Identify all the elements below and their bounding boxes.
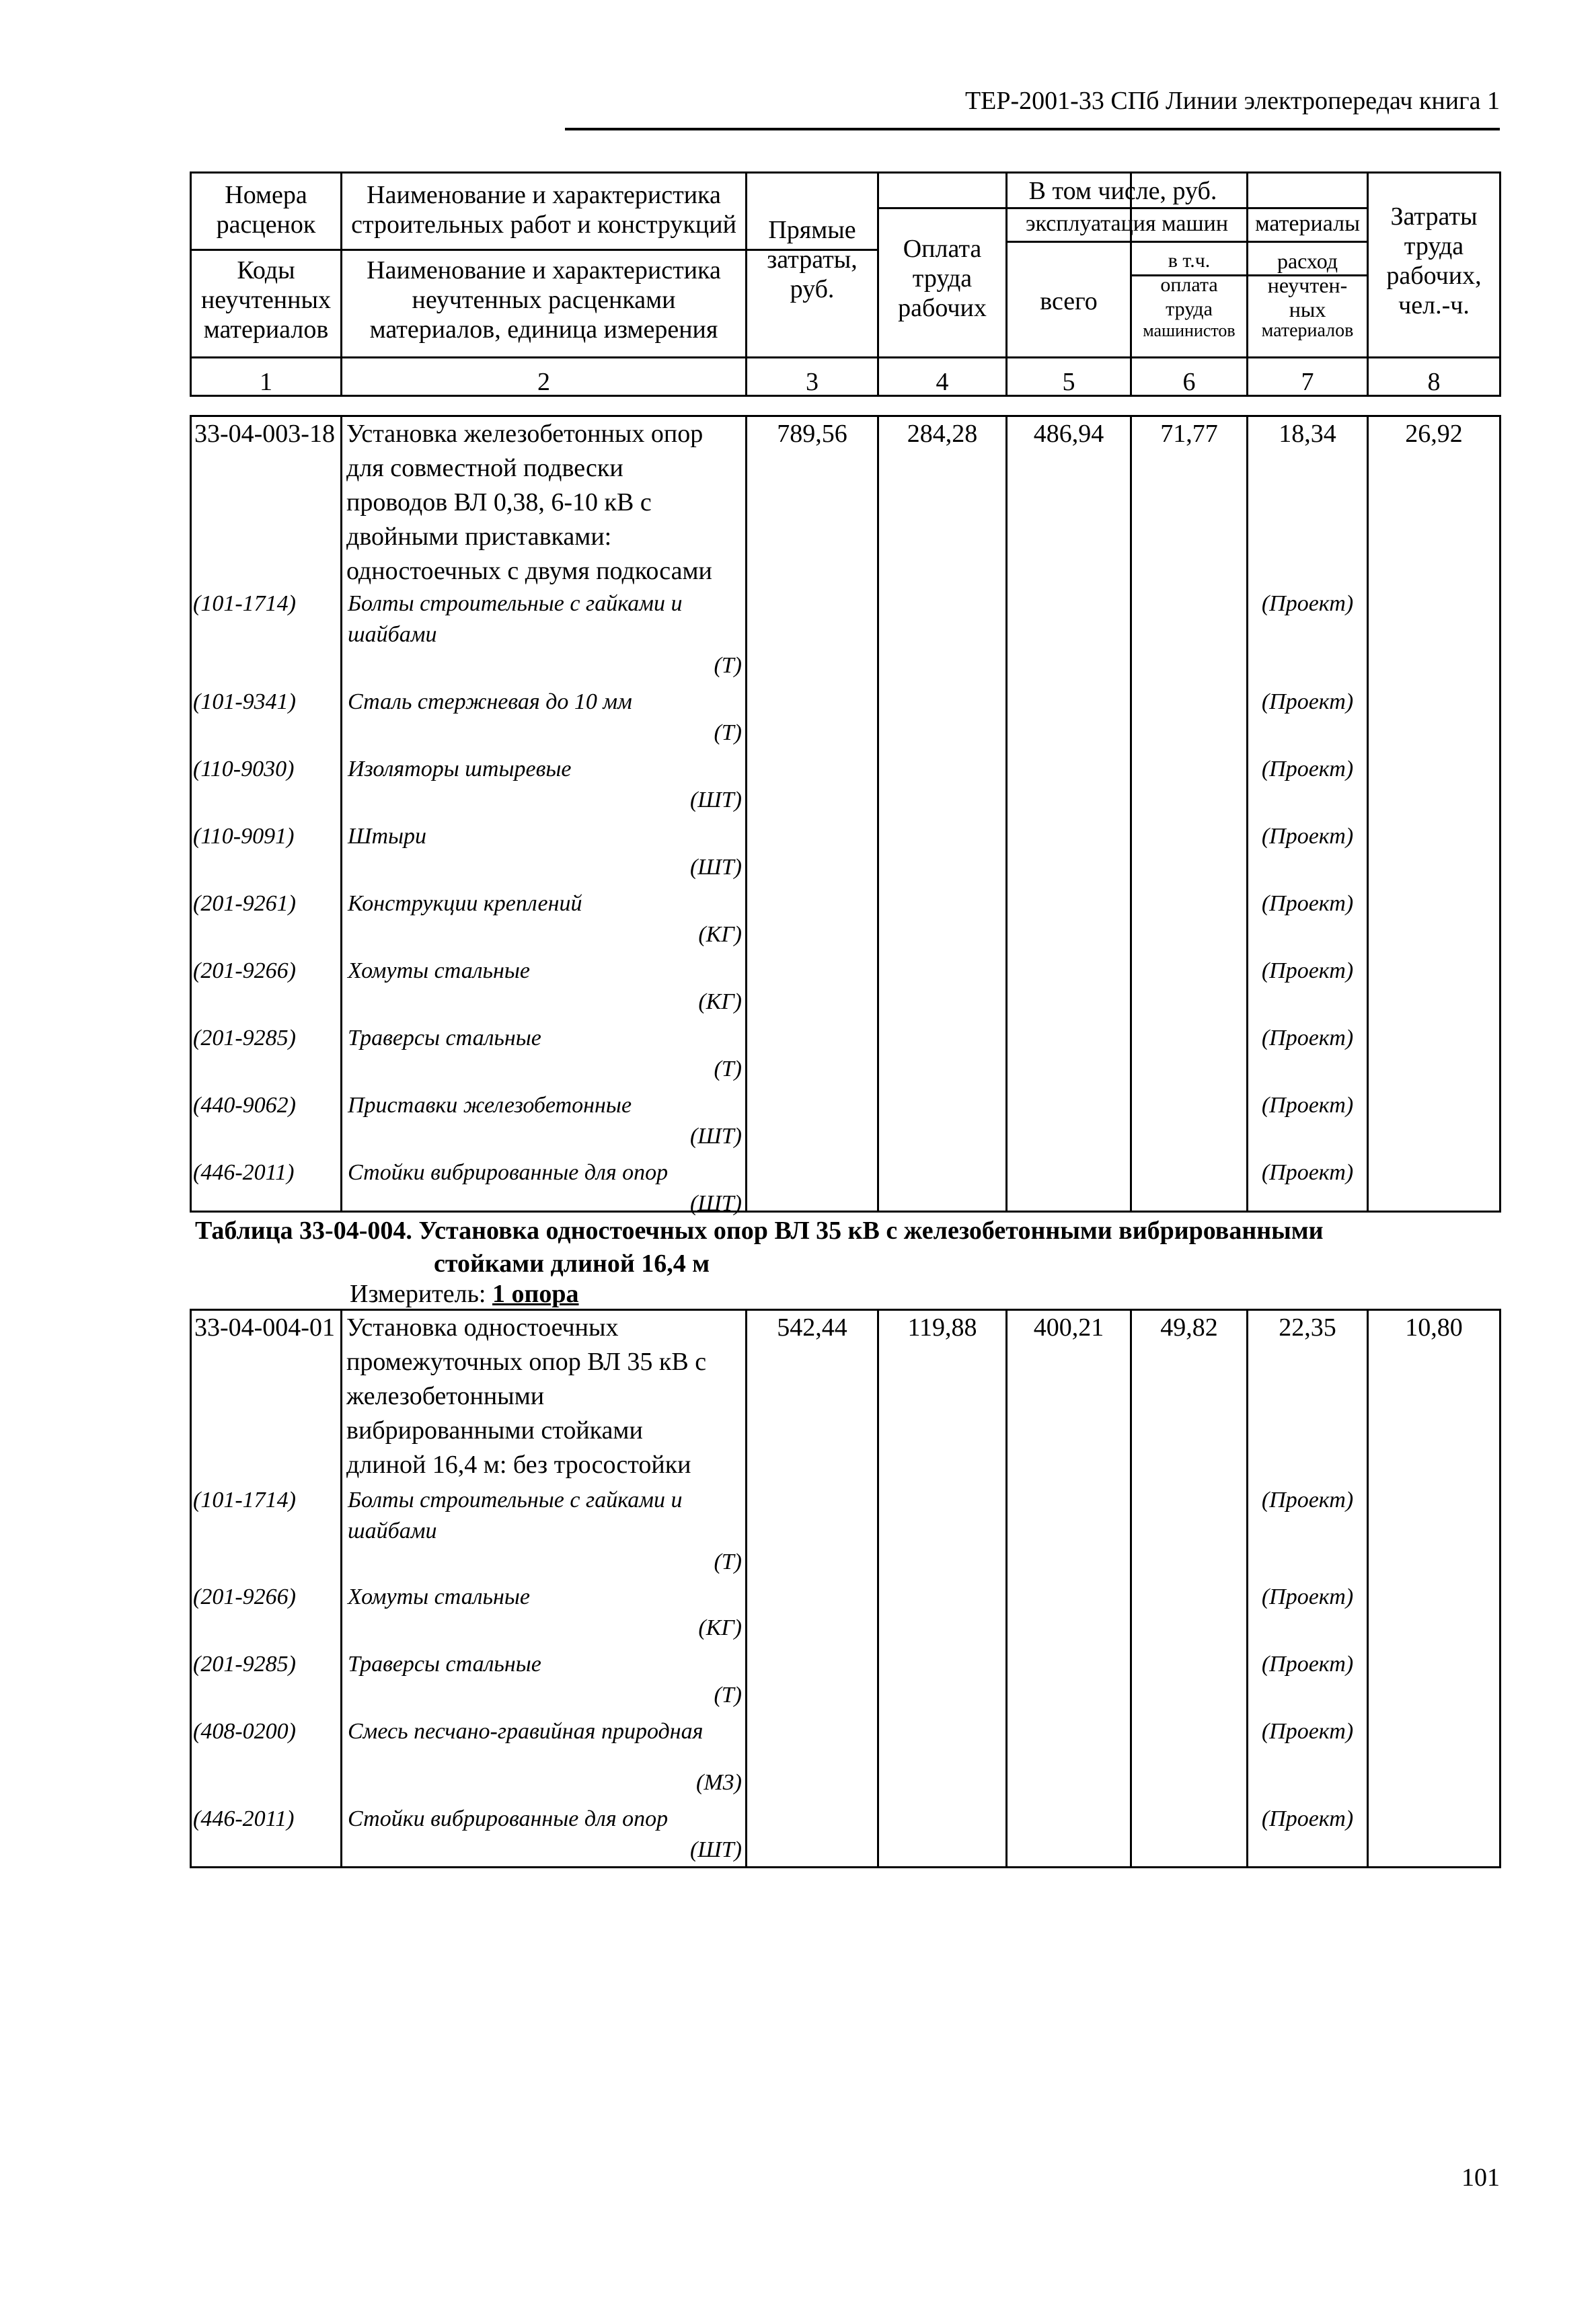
material-unit: (КГ): [698, 989, 742, 1014]
labor-pay-value: 119,88: [907, 1313, 977, 1342]
material-project-label: (Проект): [1261, 1160, 1354, 1185]
material-name: Стойки вибрированные для опор: [348, 1806, 669, 1831]
rate-code: 33-04-003-18: [194, 420, 335, 448]
material-project-label: (Проект): [1261, 1806, 1354, 1831]
material-unit: (КГ): [698, 1615, 742, 1640]
material-code: (408-0200): [193, 1719, 296, 1744]
col5-header: всего: [1040, 287, 1098, 315]
table2-title-line1: Таблица 33-04-004. Установка одностоечных опор ВЛ 35 кВ с железобетонными вибрированными: [195, 1217, 1324, 1245]
direct-costs-value: 789,56: [777, 420, 847, 448]
material-name: Болты строительные с гайками и: [348, 1488, 683, 1512]
materials-value: 18,34: [1279, 420, 1336, 448]
rates-table-33-04-004: 33-04-004-01 Установка одностоечных промежуточных опор ВЛ 35 кВ с железобетонными вибрированными стойками длиной 16,4 м: без тросостойки 542,44 119,88 400,21 49,82 22,35 10,80 (101-1714) Болты строительные с гайками и шайбами (Т) (Проект) (201-9266) Хомуты стальные (КГ) (Проект) (201-9285) Траверсы стальные (Т) (Проект) (408-0200) Смесь песчано-гравийная природная (М3) (Проект) (446-2011) Стойки вибрированные для опор (ШТ) (Проект): [190, 1309, 1501, 1868]
material-project-label: (Проект): [1261, 1652, 1354, 1677]
material-code: (201-9266): [193, 1584, 296, 1609]
material-name: Траверсы стальные: [348, 1026, 541, 1050]
material-project-label: (Проект): [1261, 1719, 1354, 1744]
material-name: Изоляторы штыревые: [348, 757, 572, 781]
col-number-8: 8: [1427, 368, 1441, 396]
material-name: Конструкции креплений: [348, 891, 582, 916]
materials-value: 22,35: [1279, 1313, 1336, 1342]
direct-costs-value: 542,44: [777, 1313, 847, 1342]
machines-total-value: 400,21: [1033, 1313, 1104, 1342]
col-number-3: 3: [806, 368, 819, 396]
col1-bottom: Коды неучтенных материалов: [200, 256, 332, 344]
material-code: (446-2011): [193, 1160, 295, 1185]
material-unit: (ШТ): [689, 788, 742, 812]
group-label: В том числе, руб.: [1028, 177, 1217, 205]
col2-bottom: Наименование и характеристика неучтенных расценками материалов, единица измерения: [367, 256, 721, 344]
labor-hours-value: 26,92: [1405, 420, 1463, 448]
material-code: (101-1714): [193, 591, 296, 616]
material-name: Траверсы стальные: [348, 1652, 541, 1677]
col2-top: Наименование и характеристика строительных работ и конструкций: [351, 181, 736, 239]
col1-top: Номера расценок: [216, 181, 316, 239]
labor-hours-value: 10,80: [1405, 1313, 1463, 1342]
material-project-label: (Проект): [1261, 757, 1354, 781]
material-name: Штыри: [348, 824, 427, 849]
col-number-2: 2: [537, 368, 550, 396]
rates-table-33-04-003: 33-04-003-18 Установка железобетонных опор для совместной подвески проводов ВЛ 0,38, 6-10 кВ с двойными приставками: одностоечных с двумя подкосами 789,56 284,28 486,94 71,77 18,34 26,92 (101-1714) Болты строительные с гайками и шайбами (Т) (Проект) (101-9341) Сталь стержневая до 10 мм (Т) (Проект) (110-9030) Изоляторы штыревые (ШТ) (Проект) (110-9091) Штыри (ШТ) (Проект) (201-9261) Конструкции креплений (КГ) (Проект) (201-9266) Хомуты стальные (КГ) (Проект) (201-9285) Траверсы стальные (Т) (Проект) (440-9062) Приставки железобетонные (ШТ) (Проект) (446-2011) Стойки вибрированные для опор (ШТ) (Проект): [190, 415, 1501, 1213]
material-name: Приставки железобетонные: [348, 1093, 632, 1118]
material-project-label: (Проект): [1261, 1093, 1354, 1118]
material-code: (101-9341): [193, 689, 296, 714]
material-unit: (ШТ): [689, 1837, 742, 1862]
material-code: (201-9285): [193, 1652, 296, 1677]
material-unit: (ШТ): [689, 855, 742, 880]
machinists-pay-value: 71,77: [1160, 420, 1218, 448]
material-unit: (Т): [714, 720, 742, 745]
material-name: Сталь стержневая до 10 мм: [348, 689, 632, 714]
material-project-label: (Проект): [1261, 958, 1354, 983]
machines-total-value: 486,94: [1033, 420, 1104, 448]
col8-header: Затраты труда рабочих, чел.-ч.: [1386, 202, 1482, 319]
page-number: 101: [1461, 2163, 1500, 2192]
materials-label: материалы: [1255, 211, 1360, 236]
material-unit: (ШТ): [689, 1191, 742, 1216]
material-project-label: (Проект): [1261, 891, 1354, 916]
material-project-label: (Проект): [1261, 1026, 1354, 1050]
labor-pay-value: 284,28: [907, 420, 978, 448]
material-unit: (Т): [714, 1057, 742, 1081]
material-name: Смесь песчано-гравийная природная: [348, 1719, 704, 1744]
material-project-label: (Проект): [1261, 1488, 1354, 1512]
material-code: (201-9285): [193, 1026, 296, 1050]
col-number-6: 6: [1182, 368, 1196, 396]
material-code: (110-9091): [193, 824, 295, 849]
table2-meter: Измеритель: 1 опора: [350, 1280, 579, 1308]
material-code: (101-1714): [193, 1488, 296, 1512]
col-number-7: 7: [1301, 368, 1314, 396]
material-code: (446-2011): [193, 1806, 295, 1831]
col7-header: расход неучтен- ных материалов: [1261, 249, 1354, 341]
col-number-5: 5: [1062, 368, 1075, 396]
material-unit: (Т): [714, 1549, 742, 1574]
material-name: Хомуты стальные: [348, 958, 531, 983]
table2-title-line2: стойками длиной 16,4 м: [434, 1250, 710, 1278]
column-header-table: [190, 171, 1501, 397]
material-unit: (ШТ): [689, 1124, 742, 1149]
machinists-pay-value: 49,82: [1160, 1313, 1218, 1342]
col-number-1: 1: [260, 368, 272, 396]
material-project-label: (Проект): [1261, 689, 1354, 714]
running-head: ТЕР-2001-33 СПб Линии электропередач книга 1: [964, 87, 1500, 115]
material-code: (440-9062): [193, 1093, 296, 1118]
col3-header: Прямые затраты, руб.: [767, 216, 858, 303]
material-unit: (КГ): [698, 922, 742, 947]
material-name: шайбами: [348, 1519, 437, 1543]
col-number-4: 4: [936, 368, 949, 396]
header-rule: [565, 128, 1500, 130]
col4-header: Оплата труда рабочих: [898, 235, 987, 322]
material-unit: (М3): [696, 1770, 742, 1795]
rate-code: 33-04-004-01: [194, 1313, 335, 1342]
material-code: (110-9030): [193, 757, 295, 781]
material-project-label: (Проект): [1261, 591, 1354, 616]
material-code: (201-9261): [193, 891, 296, 916]
machines-label: эксплуатация машин: [1025, 211, 1229, 236]
material-name: Стойки вибрированные для опор: [348, 1160, 669, 1185]
material-unit: (Т): [714, 1683, 742, 1708]
material-unit: (Т): [714, 653, 742, 678]
material-name: Хомуты стальные: [348, 1584, 531, 1609]
material-code: (201-9266): [193, 958, 296, 983]
material-name: Болты строительные с гайками и: [348, 591, 683, 616]
material-project-label: (Проект): [1261, 824, 1354, 849]
col6-header: в т.ч. оплата труда машинистов: [1143, 250, 1236, 340]
material-name: шайбами: [348, 622, 437, 647]
material-project-label: (Проект): [1261, 1584, 1354, 1609]
